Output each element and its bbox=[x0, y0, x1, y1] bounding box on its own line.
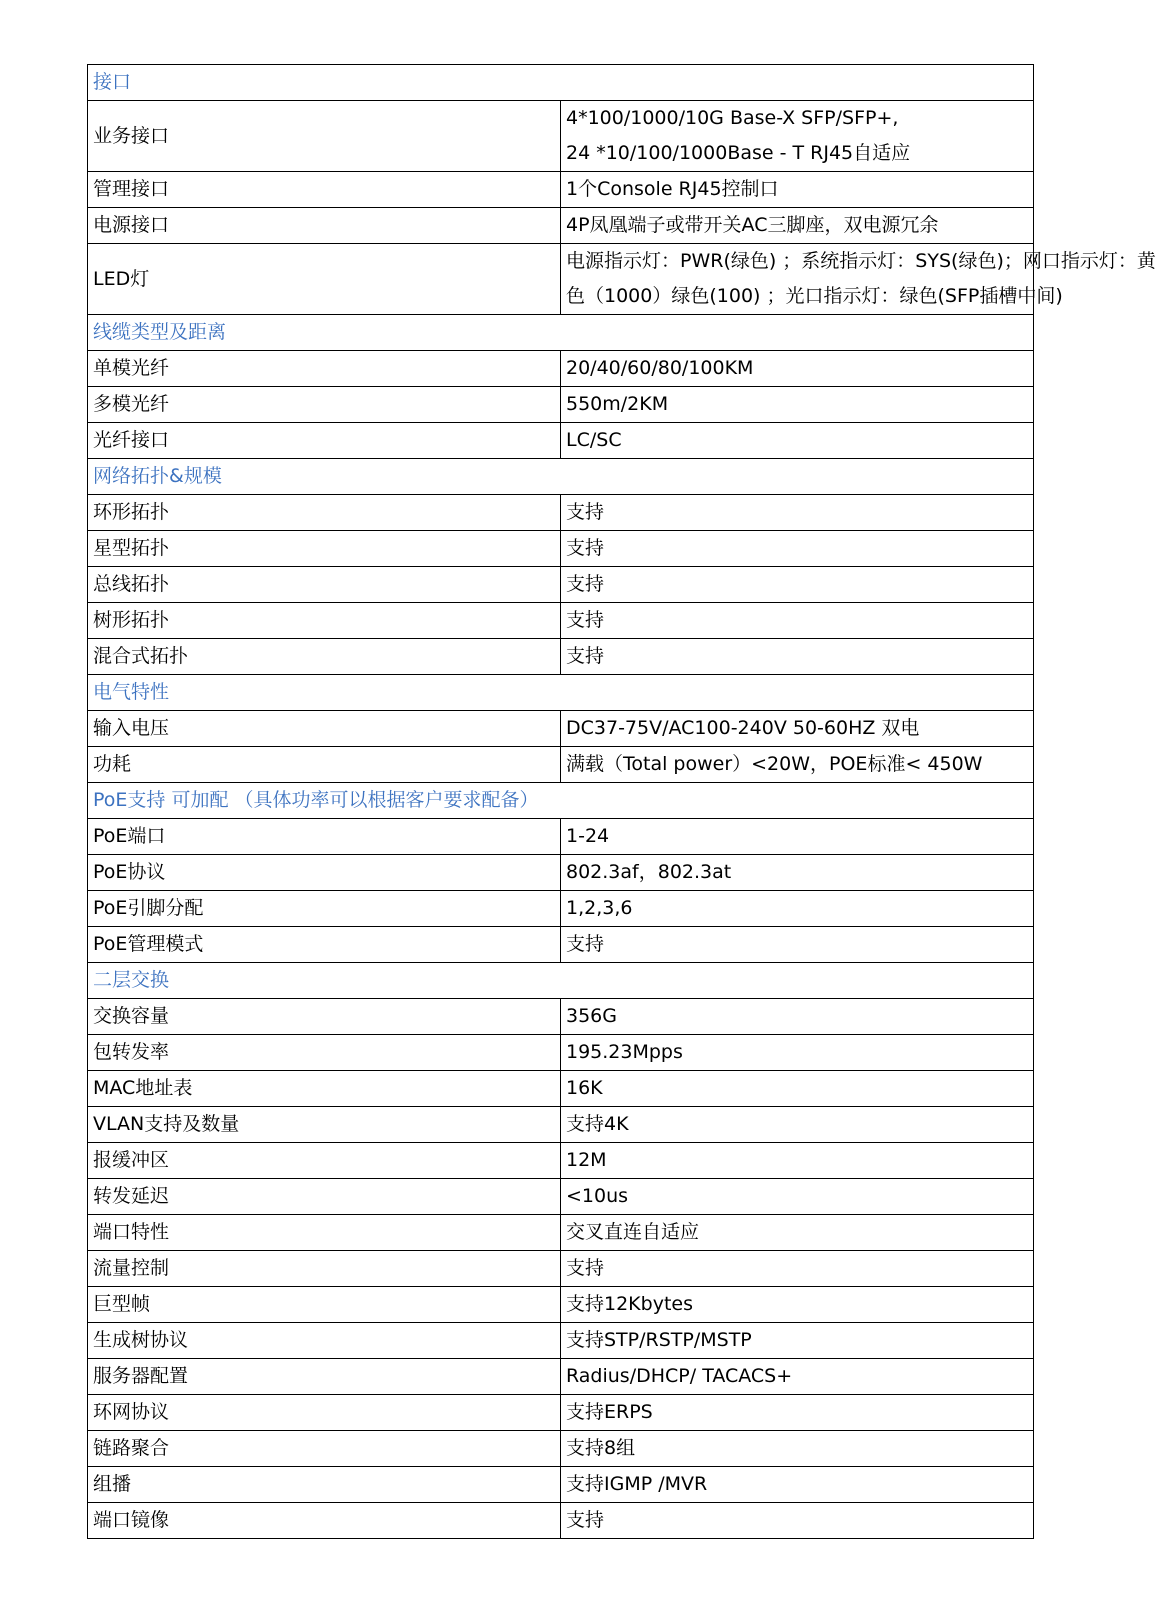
table-row bbox=[88, 855, 1034, 891]
section-title: 线缆类型及距离 bbox=[88, 315, 1034, 351]
spec-value-line: 支持8组 bbox=[566, 1437, 636, 1459]
spec-value bbox=[561, 1215, 1034, 1251]
spec-label: 混合式拓扑 bbox=[88, 639, 561, 675]
table-row bbox=[88, 1071, 1034, 1107]
spec-value bbox=[561, 927, 1034, 963]
spec-value bbox=[561, 172, 1034, 208]
table-row bbox=[88, 531, 1034, 567]
spec-value-line: 支持 bbox=[566, 1257, 605, 1279]
spec-value-line: 1-24 bbox=[566, 825, 610, 847]
spec-value bbox=[561, 101, 1034, 172]
spec-label: PoE协议 bbox=[88, 855, 561, 891]
table-row bbox=[88, 1323, 1034, 1359]
table-row bbox=[88, 747, 1034, 783]
spec-value bbox=[561, 1395, 1034, 1431]
spec-value bbox=[561, 1179, 1034, 1215]
spec-value-line: 支持 bbox=[566, 609, 605, 631]
section-title: 网络拓扑&规模 bbox=[88, 459, 1034, 495]
spec-value bbox=[561, 1035, 1034, 1071]
section-title: 电气特性 bbox=[88, 675, 1034, 711]
spec-table-body bbox=[88, 65, 1156, 1539]
table-row bbox=[88, 1179, 1034, 1215]
spec-value bbox=[561, 1359, 1034, 1395]
section-header-row bbox=[88, 459, 1034, 495]
spec-value bbox=[561, 423, 1034, 459]
spec-label: 环形拓扑 bbox=[88, 495, 561, 531]
table-row bbox=[88, 1431, 1034, 1467]
spec-value-line: Radius/DHCP/ TACACS+ bbox=[566, 1365, 793, 1387]
spec-label: 服务器配置 bbox=[88, 1359, 561, 1395]
table-row bbox=[88, 603, 1034, 639]
spec-value bbox=[561, 603, 1034, 639]
spec-label: 业务接口 bbox=[88, 101, 561, 172]
spec-value-line: 4*100/1000/10G Base-X SFP/SFP+, bbox=[566, 107, 899, 129]
spec-value bbox=[561, 531, 1034, 567]
spec-label: 光纤接口 bbox=[88, 423, 561, 459]
spec-label: 树形拓扑 bbox=[88, 603, 561, 639]
spec-value-line: 支持 bbox=[566, 933, 605, 955]
spec-value-line: 195.23Mpps bbox=[566, 1041, 683, 1063]
spec-label: 交换容量 bbox=[88, 999, 561, 1035]
section-header-row bbox=[88, 65, 1034, 101]
spec-label: 电源接口 bbox=[88, 208, 561, 244]
spec-value bbox=[561, 1143, 1034, 1179]
spec-value bbox=[561, 891, 1034, 927]
spec-value bbox=[561, 855, 1034, 891]
spec-label: 单模光纤 bbox=[88, 351, 561, 387]
table-row bbox=[88, 101, 1034, 172]
spec-label: 端口镜像 bbox=[88, 1503, 561, 1539]
spec-value-line: LC/SC bbox=[566, 429, 622, 451]
spec-label: PoE端口 bbox=[88, 819, 561, 855]
table-row bbox=[88, 891, 1034, 927]
spec-value-line: 802.3af，802.3at bbox=[566, 861, 732, 883]
spec-value-line: 356G bbox=[566, 1005, 617, 1027]
spec-value-line: 16K bbox=[566, 1077, 603, 1099]
table-row bbox=[88, 1287, 1034, 1323]
spec-value-line: 4P凤凰端子或带开关AC三脚座，双电源冗余 bbox=[566, 214, 939, 236]
spec-label: 总线拓扑 bbox=[88, 567, 561, 603]
spec-value-line: 12M bbox=[566, 1149, 607, 1171]
table-row bbox=[88, 172, 1034, 208]
spec-value bbox=[561, 639, 1034, 675]
table-row bbox=[88, 244, 1034, 315]
table-row bbox=[88, 423, 1034, 459]
spec-label: PoE管理模式 bbox=[88, 927, 561, 963]
spec-label: 转发延迟 bbox=[88, 1179, 561, 1215]
table-row bbox=[88, 387, 1034, 423]
table-row bbox=[88, 927, 1034, 963]
table-row bbox=[88, 1359, 1034, 1395]
spec-value bbox=[561, 1323, 1034, 1359]
spec-value-line: 支持IGMP /MVR bbox=[566, 1473, 708, 1495]
spec-value-line: 24 *10/100/1000Base - T RJ45自适应 bbox=[566, 142, 911, 164]
spec-label: 功耗 bbox=[88, 747, 561, 783]
table-row bbox=[88, 1467, 1034, 1503]
spec-label: 链路聚合 bbox=[88, 1431, 561, 1467]
table-row bbox=[88, 1251, 1034, 1287]
section-header-row bbox=[88, 675, 1034, 711]
table-row bbox=[88, 1503, 1034, 1539]
spec-label: 输入电压 bbox=[88, 711, 561, 747]
spec-label: 报缓冲区 bbox=[88, 1143, 561, 1179]
spec-value-line: 色（1000）绿色(100) ；光口指示灯：绿色(SFP插槽中间) bbox=[566, 285, 1063, 307]
spec-value bbox=[561, 1431, 1034, 1467]
spec-value bbox=[561, 387, 1034, 423]
spec-value-line: 支持 bbox=[566, 1509, 605, 1531]
spec-label: 管理接口 bbox=[88, 172, 561, 208]
spec-value-line: 支持 bbox=[566, 645, 605, 667]
spec-value-line: 1,2,3,6 bbox=[566, 897, 633, 919]
table-row bbox=[88, 495, 1034, 531]
spec-value-line: 支持 bbox=[566, 573, 605, 595]
spec-value-line: 交叉直连自适应 bbox=[566, 1221, 700, 1243]
spec-value bbox=[561, 208, 1034, 244]
spec-value bbox=[561, 819, 1034, 855]
table-row bbox=[88, 351, 1034, 387]
spec-value bbox=[561, 1467, 1034, 1503]
spec-value-line: 支持4K bbox=[566, 1113, 629, 1135]
spec-value-line: 满载（Total power）<20W，POE标准< 450W bbox=[566, 753, 983, 775]
table-row bbox=[88, 1107, 1034, 1143]
spec-value bbox=[561, 711, 1034, 747]
spec-label: LED灯 bbox=[88, 244, 561, 315]
section-title: 二层交换 bbox=[88, 963, 1034, 999]
table-row bbox=[88, 208, 1034, 244]
spec-table bbox=[87, 64, 1156, 1539]
spec-value bbox=[561, 999, 1034, 1035]
spec-label: 巨型帧 bbox=[88, 1287, 561, 1323]
spec-value-line: 支持ERPS bbox=[566, 1401, 653, 1423]
spec-value bbox=[561, 244, 1156, 315]
spec-label: 组播 bbox=[88, 1467, 561, 1503]
table-row bbox=[88, 639, 1034, 675]
spec-value-line: 电源指示灯：PWR(绿色) ；系统指示灯：SYS(绿色)；网口指示灯：黄 bbox=[566, 250, 1156, 272]
table-row bbox=[88, 819, 1034, 855]
table-row bbox=[88, 1035, 1034, 1071]
table-row bbox=[88, 1215, 1034, 1251]
spec-label: 生成树协议 bbox=[88, 1323, 561, 1359]
spec-value-line: 支持 bbox=[566, 537, 605, 559]
table-row bbox=[88, 999, 1034, 1035]
spec-value bbox=[561, 1071, 1034, 1107]
section-header-row bbox=[88, 963, 1034, 999]
spec-value bbox=[561, 1251, 1034, 1287]
section-header-row bbox=[88, 315, 1034, 351]
spec-value-line: 1个Console RJ45控制口 bbox=[566, 178, 779, 200]
spec-label: 多模光纤 bbox=[88, 387, 561, 423]
section-title: PoE支持 可加配 （具体功率可以根据客户要求配备） bbox=[88, 783, 1034, 819]
spec-label: VLAN支持及数量 bbox=[88, 1107, 561, 1143]
section-header-row bbox=[88, 783, 1034, 819]
table-row bbox=[88, 1395, 1034, 1431]
spec-label: 流量控制 bbox=[88, 1251, 561, 1287]
spec-value-line: <10us bbox=[566, 1185, 629, 1207]
spec-label: 包转发率 bbox=[88, 1035, 561, 1071]
spec-value bbox=[561, 747, 1034, 783]
spec-value-line: 支持STP/RSTP/MSTP bbox=[566, 1329, 752, 1351]
table-row bbox=[88, 567, 1034, 603]
spec-value bbox=[561, 567, 1034, 603]
spec-value-line: 550m/2KM bbox=[566, 393, 669, 415]
spec-value bbox=[561, 1287, 1034, 1323]
spec-value-line: 支持 bbox=[566, 501, 605, 523]
table-row bbox=[88, 1143, 1034, 1179]
table-row bbox=[88, 711, 1034, 747]
spec-value-line: 支持12Kbytes bbox=[566, 1293, 693, 1315]
spec-label: 环网协议 bbox=[88, 1395, 561, 1431]
spec-label: PoE引脚分配 bbox=[88, 891, 561, 927]
spec-label: 星型拓扑 bbox=[88, 531, 561, 567]
spec-value bbox=[561, 1107, 1034, 1143]
spec-value bbox=[561, 1503, 1034, 1539]
spec-label: MAC地址表 bbox=[88, 1071, 561, 1107]
spec-value bbox=[561, 351, 1034, 387]
spec-value-line: DC37-75V/AC100-240V 50-60HZ 双电 bbox=[566, 717, 920, 739]
spec-value-line: 20/40/60/80/100KM bbox=[566, 357, 754, 379]
spec-label: 端口特性 bbox=[88, 1215, 561, 1251]
spec-value bbox=[561, 495, 1034, 531]
section-title: 接口 bbox=[88, 65, 1034, 101]
